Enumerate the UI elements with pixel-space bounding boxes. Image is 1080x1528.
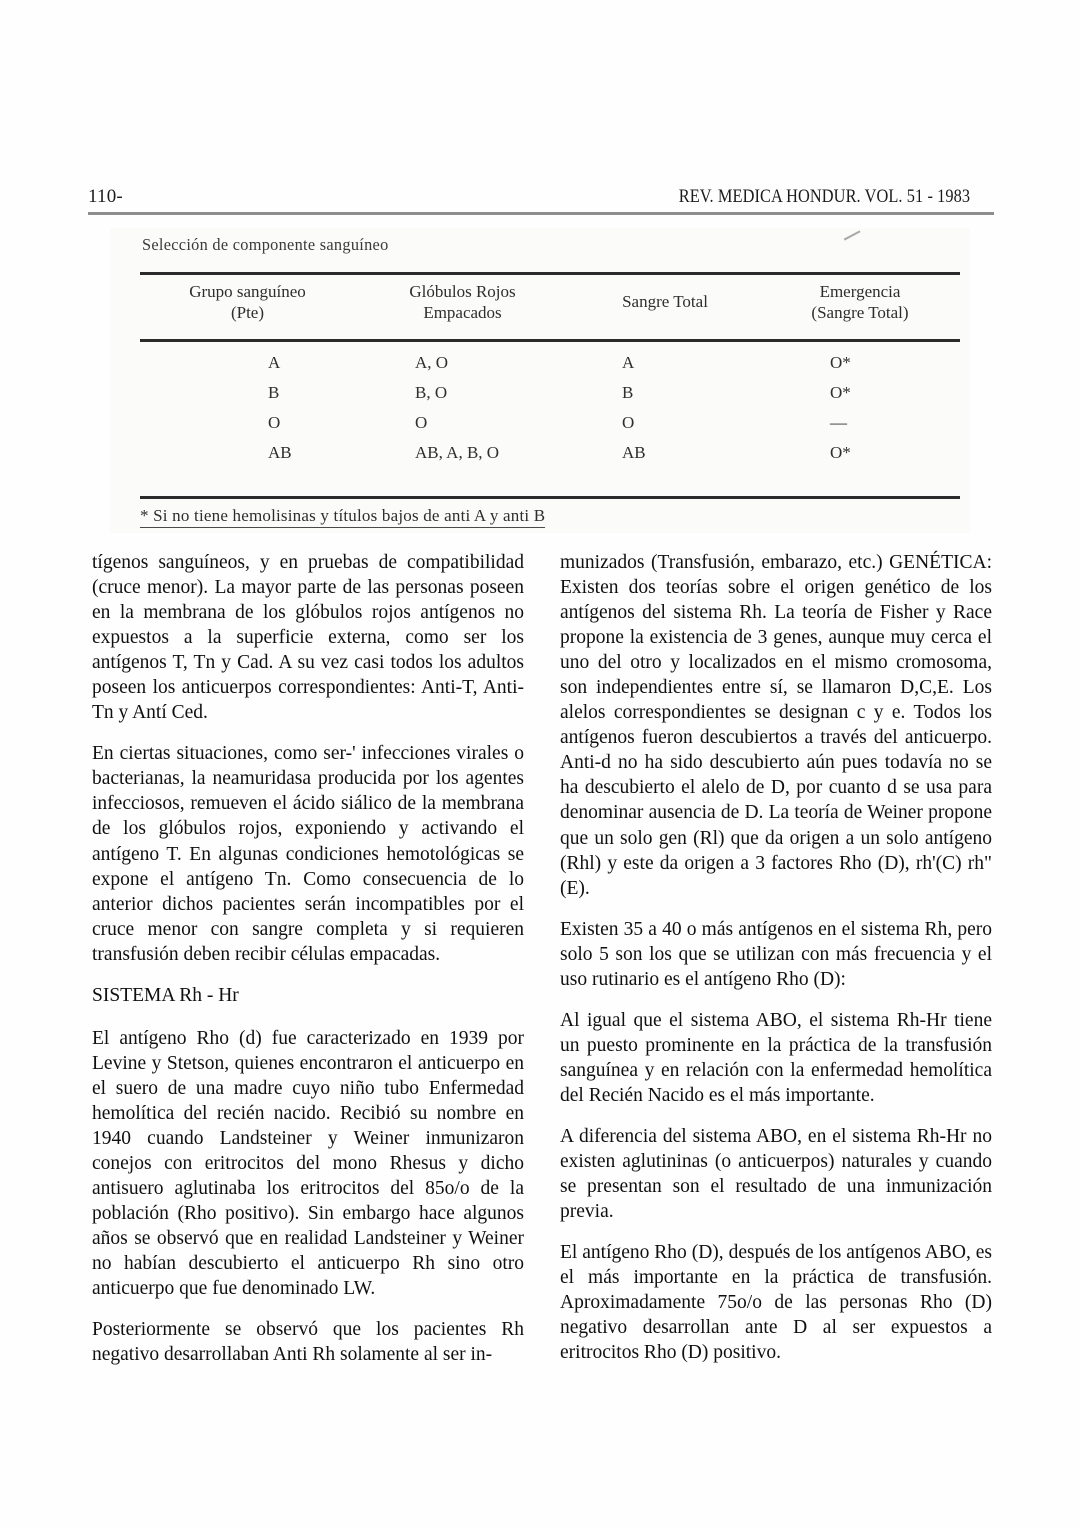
column-header-line1: Grupo sanguíneo [189,282,306,301]
cell-sangre-total: B [622,383,634,402]
journal-citation: REV. MEDICA HONDUR. VOL. 51 - 1983 [678,186,971,207]
cell-emergencia: — [830,413,847,432]
paragraph: Al igual que el sistema ABO, el sistema Rh-Hr tiene un puesto prominente en la práctica de la transfusión sanguínea y en relación con la enfermedad hemolítica del Recién Nacido es el más importante. [560,1009,992,1106]
paragraph: El antígeno Rho (d) fue caracterizado en 1939 por Levine y Stetson, quienes encontraron el anticuerpo en el suero de una madre cuyo niño tubo Enfermedad hemolítica del recién nacido. Recibió su nombre en 1940 cuando Landsteiner y Weiner inmunizaron conejos con eritrocitos del mono Rhesus y dicho antisuero aglutinaba los eritrocitos del 85o/o de la población (Rho positivo). Sin embargo hace algunos años se observó que en realidad Landsteiner y Weiner no habían descubierto el anticuerpo Rh sino otro anticuerpo que fue denominado LW. [92,1027,524,1300]
running-head [88,186,994,208]
column-header-line2: (Sangre Total) [811,302,909,322]
table-header-row [140,280,960,338]
cell-sangre-total: A [622,353,635,372]
page-number: 110- [88,186,123,207]
paragraph: munizados (Transfusión, embarazo, etc.) GENÉTICA: Existen dos teorías sobre el origen genético de los antígenos del sistema Rh. La teoría de Fisher y Race propone la existencia de 3 genes, aunque muy cerca el uno del otro y localizados en el mismo cromosoma, son independientes entre sí, se llamaron D,C,E. Los alelos correspondientes se designan c y e. Todos los antígenos fueron descubiertos a través del anticuerpo. Anti-d no ha sido descubierto aún pues todavía no se ha descubierto el alelo de D, por cuanto d se usa para denominar ausencia de D. La teoría de Weiner propone que un solo gen (Rl) que da origen a un solo antígeno (Rhl) y este da origen a 3 factores Rho (D), rh'(C) rh" (E). [560,552,992,899]
table-row [140,353,960,383]
cell-grupo: AB [268,443,292,462]
cell-emergencia: O* [830,353,851,372]
column-header-line2: Empacados [423,302,502,322]
table-rule-top [140,272,960,275]
cell-emergencia: O* [830,383,851,402]
paragraph: tígenos sanguíneos, y en pruebas de compatibilidad (cruce menor). La mayor parte de las personas poseen en la membrana de los glóbulos rojos antígenos no expuestos a la superficie externa, como ser los antígenos T, Tn y Cad. A su vez casi todos los adultos poseen los anticuerpos correspondientes: Anti-T, Anti-Tn y Antí Ced. [92,552,524,724]
table-footnote: * Si no tiene hemolisinas y títulos bajos de anti A y anti B [140,506,545,528]
cell-sangre-total: O [622,413,635,432]
column-header-globulos-rojos [355,280,570,338]
paragraph: A diferencia del sistema ABO, en el sistema Rh-Hr no existen aglutininas (o anticuerpos) naturales y cuando se presentan son el resultado de una inmunización previa. [560,1125,992,1223]
blood-component-table [110,228,970,533]
column-header-line2: (Pte) [230,302,265,322]
section-heading-sistema-rh-hr: SISTEMA Rh - Hr [92,984,239,1006]
cell-globulos: A, O [415,353,449,372]
column-header-line1: Emergencia [819,282,901,301]
cell-emergencia: O* [830,443,851,462]
cell-globulos: AB, A, B, O [415,443,500,462]
cell-grupo: A [268,353,281,372]
cell-sangre-total: AB [622,443,646,462]
table-row [140,443,960,473]
column-header-emergencia [760,280,960,338]
cell-grupo: O [268,413,281,432]
stray-pen-mark [844,230,865,247]
cell-globulos: O [415,413,428,432]
table-row [140,413,960,443]
right-column [560,550,992,1365]
paragraph: Posteriormente se observó que los pacientes Rh negativo desarrollaban Anti Rh solamente al ser in- [92,1319,524,1366]
table-rule-middle [140,339,960,342]
table-rule-bottom [140,496,960,499]
paragraph: Existen 35 a 40 o más antígenos en el sistema Rh, pero solo 5 son los que se utilizan con más frecuencia y el uso rutinario es el antígeno Rho (D): [560,918,992,990]
column-header-sangre-total [570,280,760,338]
column-header-line1: Sangre Total [622,292,708,311]
table-row [140,383,960,413]
column-header-line1: Glóbulos Rojos [409,282,516,301]
table-caption: Selección de componente sanguíneo [142,235,389,254]
paragraph: El antígeno Rho (D), después de los antígenos ABO, es el más importante en la práctica de transfusión. Aproximadamente 75o/o de las personas Rho (D) negativo desarrollan ante D al ser expuestos a eritrocitos Rho (D) positivo. [560,1242,992,1364]
paragraph: En ciertas situaciones, como ser-' infecciones virales o bacterianas, la neamuridasa producida por los agentes infecciosos, remueven el ácido siálico de la membrana de los glóbulos rojos, exponiendo y activando el antígeno T. En algunas condiciones hemotológicas se expone el antígeno Tn. Como consecuencia de lo anterior dichos pacientes serán incompatibles por el cruce menor con sangre completa y si requieren transfusión deben recibir células empacadas. [92,743,524,965]
column-header-grupo-sanguineo [140,280,355,338]
cell-grupo: B [268,383,280,402]
left-column [92,550,524,1367]
header-divider [88,212,994,215]
table-body [140,353,960,473]
cell-globulos: B, O [415,383,448,402]
